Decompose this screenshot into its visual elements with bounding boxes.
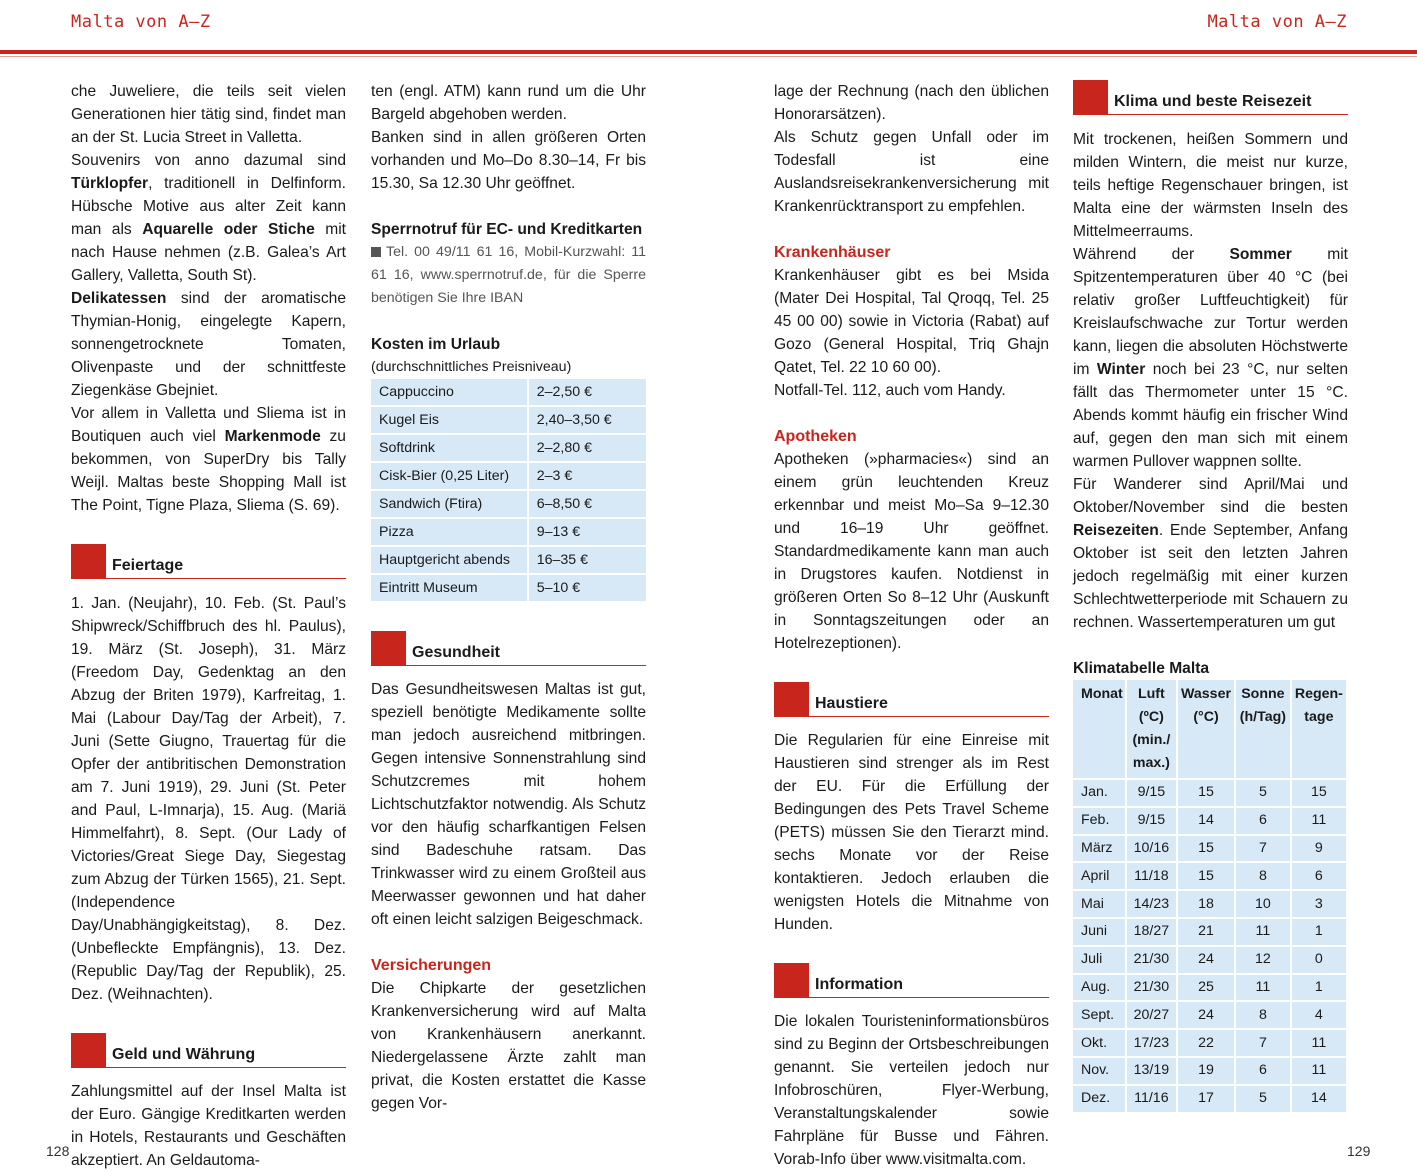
table-cell: 14 (1177, 807, 1235, 835)
section-marker-square (774, 963, 809, 998)
table-row (1073, 1001, 1347, 1029)
table-cell: 1 (1291, 974, 1347, 1002)
paragraph-schutz: Als Schutz gegen Unfall oder im Todesfall ist eine Auslandsreisekrankenversicherung mit Krankenrücktransport zu empfehlen. (774, 129, 1049, 215)
cost-item: Eintritt Museum (371, 574, 528, 602)
table-cell: 21 (1177, 918, 1235, 946)
table-cell: 21/30 (1126, 946, 1177, 974)
page-number-right: 129 (1347, 1143, 1371, 1159)
table-cell: 9/15 (1126, 807, 1177, 835)
krankenhaeuser-text: Krankenhäuser gibt es bei Msida (Mater Dei Hospital, Tal Qroqq, Tel. 25 45 00 00) sowie in Victoria (Rabat) auf Gozo (General Hospital, Triq Ghajn Qatet, Tel. 22 10 60 00). (774, 267, 1049, 376)
table-cell: 15 (1177, 835, 1235, 863)
table-row (1073, 1029, 1347, 1057)
cost-item: Cisk-Bier (0,25 Liter) (371, 462, 528, 490)
section-header-haustiere: Haustiere (774, 678, 1049, 718)
table-cell: Sept. (1073, 1001, 1126, 1029)
table-cell: 6 (1235, 1057, 1291, 1085)
table-cell: 11/18 (1126, 862, 1177, 890)
table-header: Regen-tage (1291, 680, 1347, 779)
table-row (371, 546, 646, 574)
table-cell: 12 (1235, 946, 1291, 974)
table-cell: 11 (1235, 918, 1291, 946)
page-number-left: 128 (46, 1143, 70, 1159)
table-cell: 19 (1177, 1057, 1235, 1085)
paragraph-souvenirs: Souvenirs von anno dazumal sind Türklopfer, traditionell in Delfinform. Hübsche Motive aus alter Zeit kann man als Aquarelle oder Stiche mit nach Hause nehmen (z.B. Galea’s Art Gallery, Valletta, South St). (71, 152, 346, 284)
cost-item: Softdrink (371, 434, 528, 462)
table-cell: 22 (1177, 1029, 1235, 1057)
running-head-left: Malta von A–Z (71, 12, 211, 32)
cost-item: Hauptgericht abends (371, 546, 528, 574)
table-row (371, 406, 646, 434)
section-header-gesundheit: Gesundheit (371, 627, 646, 667)
column-4 (1073, 80, 1348, 1114)
kosten-table (371, 379, 646, 603)
table-cell: 1 (1291, 918, 1347, 946)
cost-price: 9–13 € (528, 518, 646, 546)
versicherungen-text: Die Chipkarte der gesetzlichen Krankenversicherung wird auf Malta von Krankenhäusern anerkannt. Niedergelassene Ärzte zahlt man privat, die Kosten erstattet die Kasse gegen Vor- (371, 980, 646, 1112)
table-cell: Nov. (1073, 1057, 1126, 1085)
kosten-title: Kosten im Urlaub (371, 336, 501, 353)
table-cell: 14/23 (1126, 890, 1177, 918)
table-cell: 0 (1291, 946, 1347, 974)
table-cell: Feb. (1073, 807, 1126, 835)
table-header: Monat (1073, 680, 1126, 779)
table-row (1073, 835, 1347, 863)
table-cell: 10 (1235, 890, 1291, 918)
table-cell: 9 (1291, 835, 1347, 863)
table-cell: 11 (1235, 974, 1291, 1002)
table-cell: 14 (1291, 1085, 1347, 1113)
table-cell: 13/19 (1126, 1057, 1177, 1085)
table-cell: 7 (1235, 835, 1291, 863)
table-cell: April (1073, 862, 1126, 890)
table-row (1073, 1057, 1347, 1085)
gesundheit-text: Das Gesundheitswesen Maltas ist gut, speziell benötigte Medikamente sollte man jedoch ausreichend mitbringen. Gegen intensive Sonnenstrahlung sind Schutzcremes mit hohem Lichtschutzfaktor notwendig. Als Schutz vor den häufig scharfkantigen Felsen sind Badeschuhe ratsam. Das Trinkwasser wird zu einem Großteil aus Meerwasser gewonnen und hat daher oft einen leicht salzigen Beigeschmack. (371, 681, 646, 928)
table-cell: 20/27 (1126, 1001, 1177, 1029)
sperrnotruf-text: Tel. 00 49/11 61 16, Mobil-Kurzwahl: 11 61 16, www.sperrnotruf.de, für die Sperre benötigen Sie Ihre IBAN (371, 244, 646, 306)
cost-price: 16–35 € (528, 546, 646, 574)
table-cell: Okt. (1073, 1029, 1126, 1057)
table-header: Luft (ºC) (min./ max.) (1126, 680, 1177, 779)
kosten-subtitle: (durchschnittliches Preisniveau) (371, 359, 572, 375)
table-row (371, 574, 646, 602)
cost-item: Cappuccino (371, 379, 528, 406)
paragraph: lage der Rechnung (nach den üblichen Honorarsätzen). (774, 83, 1049, 123)
section-header-information: Information (774, 959, 1049, 999)
table-row (1073, 779, 1347, 807)
cost-price: 2–2,50 € (528, 379, 646, 406)
klima-paragraph-reisezeit: Für Wanderer sind April/Mai und Oktober/November sind die besten Reisezeiten. Ende September, Anfang Oktober ist seit den letzten Jahren jedoch regelmäßig mit einer kurzen Schlechtwetterperiode mit Schauern zu rechnen. Wassertemperaturen um gut (1073, 476, 1348, 631)
table-row (1073, 807, 1347, 835)
cost-item: Pizza (371, 518, 528, 546)
table-cell: 10/16 (1126, 835, 1177, 863)
table-cell: 11 (1291, 1057, 1347, 1085)
column-1 (71, 80, 346, 1172)
header-rule (0, 50, 1417, 54)
notfall-text: Notfall-Tel. 112, auch vom Handy. (774, 382, 1006, 399)
paragraph: ten (engl. ATM) kann rund um die Uhr Bargeld abgehoben werden. (371, 83, 646, 123)
section-marker-square (1073, 80, 1108, 115)
table-cell: Dez. (1073, 1085, 1126, 1113)
table-cell: 11 (1291, 1029, 1347, 1057)
column-2 (371, 80, 646, 1115)
table-row (1073, 1085, 1347, 1113)
table-row (371, 434, 646, 462)
table-row (371, 379, 646, 406)
sperrnotruf-title: Sperrnotruf für EC- und Kreditkarten (371, 221, 643, 238)
table-cell: 15 (1177, 862, 1235, 890)
table-row (371, 462, 646, 490)
table-cell: 5 (1235, 1085, 1291, 1113)
table-cell: 21/30 (1126, 974, 1177, 1002)
section-marker-square (371, 631, 406, 666)
table-cell: Jan. (1073, 779, 1126, 807)
section-marker-square (774, 682, 809, 717)
section-header-feiertage: Feiertage (71, 540, 346, 580)
cost-price: 5–10 € (528, 574, 646, 602)
column-3 (774, 80, 1049, 1171)
versicherungen-title: Versicherungen (371, 957, 492, 974)
krankenhaeuser-title: Krankenhäuser (774, 244, 891, 261)
table-header: Sonne (h/Tag) (1235, 680, 1291, 779)
apotheken-title: Apotheken (774, 428, 857, 445)
klima-paragraph: Mit trockenen, heißen Sommern und milden Wintern, die meist nur kurze, teils heftige Regenschauer bringen, ist Malta eine der wärmsten Inseln des Mittelmeerraums. (1073, 131, 1348, 240)
paragraph-markenmode: Vor allem in Valletta und Sliema ist in Boutiquen auch viel Markenmode zu bekommen, von SuperDry bis Tally Weijl. Maltas beste Shopping Mall ist The Point, Tigne Plaza, Sliema (S. 69). (71, 405, 346, 514)
table-row (1073, 918, 1347, 946)
section-marker-square (71, 544, 106, 579)
table-cell: Juni (1073, 918, 1126, 946)
table-cell: Aug. (1073, 974, 1126, 1002)
table-cell: 9/15 (1126, 779, 1177, 807)
table-row (371, 518, 646, 546)
table-cell: 11/16 (1126, 1085, 1177, 1113)
table-cell: 24 (1177, 1001, 1235, 1029)
table-row (1073, 862, 1347, 890)
paragraph-delikatessen: Delikatessen sind der aromatische Thymian-Honig, eingelegte Kapern, sonnengetrocknete Tomaten, Olivenpaste und der schnittfeste Ziegenkäse Gbejniet. (71, 290, 346, 399)
cost-item: Sandwich (Ftira) (371, 490, 528, 518)
table-cell: 17/23 (1126, 1029, 1177, 1057)
table-cell: 6 (1291, 862, 1347, 890)
table-cell: 17 (1177, 1085, 1235, 1113)
feiertage-text: 1. Jan. (Neujahr), 10. Feb. (St. Paul’s Shipwreck/Schiffbruch des hl. Paulus), 19. März (St. Joseph), 31. März (Freedom Day, Gedenktag an den Abzug der Briten 1979), Karfreitag, 1. Mai (Labour Day/Tag der Arbeit), 7. Juni (Sette Giugno, Trauertag für die Opfer der antibritischen Demonstration am 7. Juni 1919), 29. Juni (St. Peter and Paul, L-Imnarja), 15. Aug. (Mariä Himmelfahrt), 8. Sept. (Our Lady of Victories/Great Siege Day, Siegestag zum Abzug der Türken 1565), 21. Sept. (Independence Day/Unabhängigkeitstag), 8. Dez. (Unbefleckte Empfängnis), 13. Dez. (Republic Day/Tag der Republik), 25. Dez. (Weihnachten). (71, 595, 346, 1003)
header-rule-thin (0, 56, 1417, 57)
cost-price: 2,40–3,50 € (528, 406, 646, 434)
paragraph-banken: Banken sind in allen größeren Orten vorhanden und Mo–Do 8.30–14, Fr bis 15.30, Sa 12.30 Uhr geöffnet. (371, 129, 646, 192)
table-cell: 11 (1291, 807, 1347, 835)
klimatabelle-title: Klimatabelle Malta (1073, 660, 1210, 677)
table-cell: 8 (1235, 862, 1291, 890)
cost-item: Kugel Eis (371, 406, 528, 434)
table-cell: 4 (1291, 1001, 1347, 1029)
apotheken-text: Apotheken (»pharmacies«) sind an einem grün leuchtenden Kreuz erkennbar und meist Mo–Sa 9–12.30 und 16–19 Uhr geöffnet. Standardmedikamente kann man auch in Drugstores kaufen. Notdienst in größeren Orten So 8–12 Uhr (Auskunft in Sonntagszeitungen oder an Hotelrezeptionen). (774, 451, 1049, 652)
haustiere-text: Die Regularien für eine Einreise mit Haustieren sind strenger als im Rest der EU. Für die Erfüllung der Bedingungen des Pets Travel Scheme (PETS) müssen Sie den Tierarzt mind. sechs Monate vor der Reise kontaktieren. Jedoch erlauben die wenigsten Hotels die Mitnahme von Hunden. (774, 732, 1049, 933)
bullet-square-icon (371, 247, 381, 257)
paragraph: che Juweliere, die teils seit vielen Generationen hier tätig sind, findet man an der St. Lucia Street in Valletta. (71, 83, 346, 146)
table-cell: 15 (1291, 779, 1347, 807)
table-cell: 5 (1235, 779, 1291, 807)
table-cell: 24 (1177, 946, 1235, 974)
cost-price: 2–3 € (528, 462, 646, 490)
table-cell: 18/27 (1126, 918, 1177, 946)
running-head-right: Malta von A–Z (1207, 12, 1347, 32)
table-cell: Mai (1073, 890, 1126, 918)
table-row (1073, 890, 1347, 918)
table-cell: 18 (1177, 890, 1235, 918)
cost-price: 2–2,80 € (528, 434, 646, 462)
table-row (371, 490, 646, 518)
information-text: Die lokalen Touristeninformationsbüros sind zu Beginn der Ortsbeschreibungen genannt. Sie verteilen jedoch nur Infobroschüren, Flyer-Werbung, Veranstaltungskalender sowie Fahrpläne für Busse und Fähren. Vorab-Info über www.visitmalta.com. (774, 1013, 1049, 1168)
table-row (1073, 946, 1347, 974)
section-header-klima: Klima und beste Reisezeit (1073, 76, 1348, 116)
table-cell: 6 (1235, 807, 1291, 835)
table-cell: 15 (1177, 779, 1235, 807)
section-header-geld: Geld und Währung (71, 1029, 346, 1069)
table-cell: Juli (1073, 946, 1126, 974)
cost-price: 6–8,50 € (528, 490, 646, 518)
table-cell: 25 (1177, 974, 1235, 1002)
table-cell: 8 (1235, 1001, 1291, 1029)
table-cell: März (1073, 835, 1126, 863)
table-row (1073, 974, 1347, 1002)
klima-paragraph-sommer: Während der Sommer mit Spitzentemperaturen über 40 °C (bei relativ großer Luftfeuchtigkeit) für Kreislaufschwache zur Tortur werden kann, liegen die absoluten Höchstwerte im Winter noch bei 23 °C, nur selten fällt das Thermometer unter 15 °C. Abends kommt häufig ein frischer Wind auf, gegen den man sich mit einem warmen Pullover wappnen sollte. (1073, 246, 1348, 470)
table-cell: 3 (1291, 890, 1347, 918)
geld-text: Zahlungsmittel auf der Insel Malta ist der Euro. Gängige Kreditkarten werden in Hotels, Restaurants und Geschäften akzeptiert. An Geldautoma- (71, 1083, 346, 1169)
klimatabelle (1073, 680, 1348, 1114)
section-marker-square (71, 1033, 106, 1068)
table-cell: 7 (1235, 1029, 1291, 1057)
table-header: Wasser (°C) (1177, 680, 1235, 779)
